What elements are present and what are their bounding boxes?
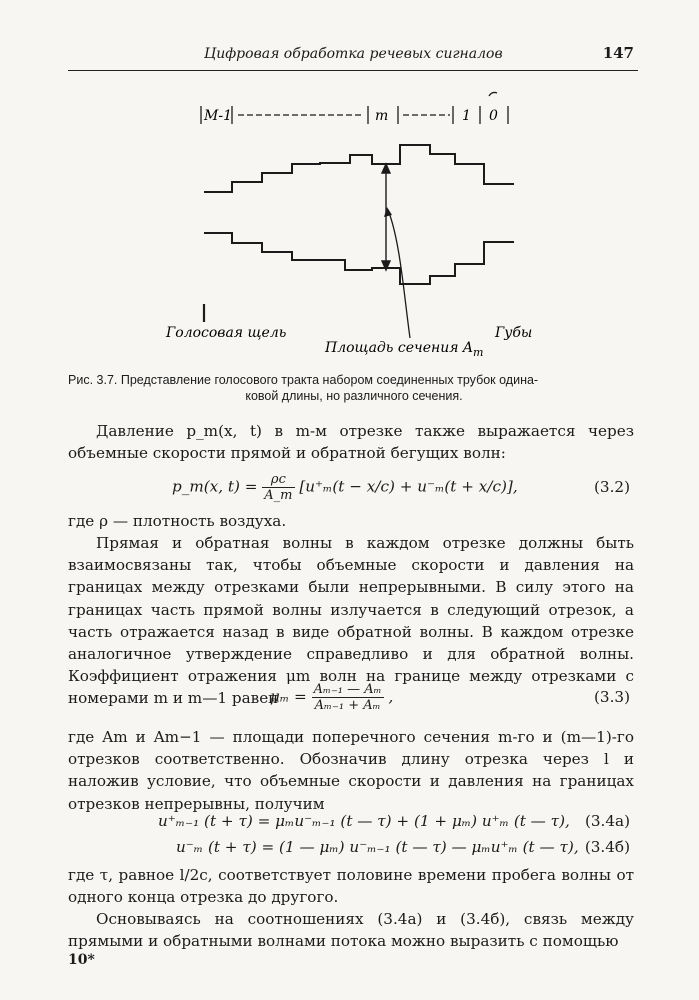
equation-3-2	[68, 466, 634, 506]
tract-upper-wall	[204, 145, 514, 192]
segment-label-0: 0	[489, 108, 498, 124]
paragraph-density: где ρ — плотность воздуха.	[68, 512, 287, 530]
eq34a-text: u⁺ₘ₋₁ (t + τ) = μₘu⁻ₘ₋₁ (t — τ) + (1 + μₘ) u⁺ₘ (t — τ),	[158, 812, 570, 830]
equation-3-4a	[68, 812, 634, 836]
figure-caption	[68, 372, 640, 404]
paragraph-relation: Основываясь на соотношениях (3.4а) и (3.4б), связь между прямыми и обратными волнами потока можно выразить с помощью	[68, 910, 634, 951]
segment-label-m: m	[375, 108, 389, 124]
vocal-tract-figure	[0, 70, 699, 370]
eq33-fraction: $\frac{\text{Aₘ₋₁ — Aₘ}}{\text{Aₘ₋₁ + Aₘ}}$	[313, 682, 382, 713]
eq34b-text: u⁻ₘ (t + τ) = (1 — μₘ) u⁻ₘ₋₁ (t — τ) — μₘu⁺ₘ (t — τ),	[176, 838, 579, 856]
paragraph-tau: где τ, равное l/2c, соответствует половине времени пробега волны от одного конца отрезка до другого.	[68, 866, 634, 907]
equation-3-4b	[68, 838, 634, 862]
equation-3-3	[68, 680, 634, 720]
signature-mark: 10*	[68, 952, 95, 968]
eq33-number: (3.3)	[593, 688, 630, 706]
paragraph-areas: где Am и Am−1 — площади поперечного сечения m-го и (m—1)-го отрезков соответственно. Обозначив длину отрезка через l и наложив условие, что объемные скорости и давления на границах отрезков непрерывны, получим	[68, 728, 634, 813]
segment-label-1: 1	[462, 108, 471, 124]
eq32-rhs: [u⁺ₘ(t − x/c) + u⁻ₘ(t + x/c)],	[299, 477, 518, 496]
eq33-lhs: μₘ =	[270, 687, 307, 706]
segment-label-first: M-1	[204, 108, 232, 124]
caption-line-1: Рис. 3.7. Представление голосового тракта набором соединенных трубок одина-	[68, 373, 539, 387]
eq33-tail: ,	[388, 687, 394, 706]
running-header	[68, 44, 638, 71]
page-number: 147	[602, 44, 634, 62]
paragraph-reflection: Прямая и обратная волны в каждом отрезке должны быть взаимосвязаны так, чтобы объемные скорости и давления на границах между отрезками были непрерывными. В силу этого на границах часть прямой волны излучается в следующий отрезок, а часть отражается назад в виде обратной волны. В каждом отрезке аналогичное утверждение справедливо и для обратной волны. Коэффициент отражения μm волн на границе между отрезками с номерами m и m—1 равен	[68, 534, 634, 708]
eq32-lhs: p_m(x, t) =	[172, 477, 258, 496]
eq32-fraction: $\frac{\rho c}{A\_m}$	[264, 472, 293, 503]
eq32-number: (3.2)	[593, 478, 630, 496]
label-glottis: Голосовая щель	[166, 325, 287, 341]
tract-lower-wall	[204, 233, 514, 284]
label-area: Площадь сечения $A_m$	[325, 340, 484, 359]
eq34b-number: (3.4б)	[584, 838, 630, 856]
eq34a-number: (3.4а)	[584, 812, 630, 830]
paragraph-pressure: Давление p_m(x, t) в m-м отрезке также выражается через объемные скорости прямой и обратной бегущих волн:	[68, 422, 634, 463]
area-arrow	[382, 164, 390, 270]
label-lips: Губы	[495, 325, 533, 341]
caption-line-2: ковой длины, но различного сечения.	[245, 389, 463, 403]
running-title: Цифровая обработка речевых сигналов	[204, 46, 503, 62]
